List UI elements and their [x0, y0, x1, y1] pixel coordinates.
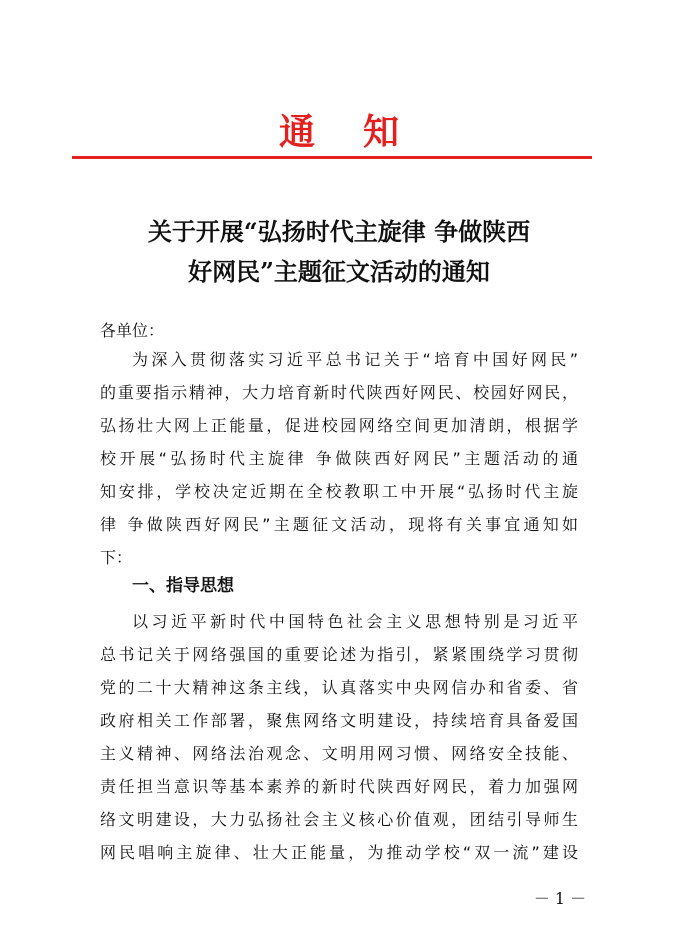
page-number: － 1 －	[533, 889, 587, 908]
paragraph-line: 为深入贯彻落实习近平总书记关于“培育中国好网民”	[132, 350, 578, 369]
salutation: 各单位：	[100, 321, 165, 340]
paragraph-line: 弘扬壮大网上正能量，促进校园网络空间更加清朗，根据学	[100, 416, 578, 435]
paragraph-1	[100, 343, 578, 574]
paragraph-line: 责任担当意识等基本素养的新时代陕西好网民，着力加强网	[100, 777, 578, 796]
paragraph-line: 以习近平新时代中国特色社会主义思想特别是习近平	[132, 612, 578, 631]
document-title-line-1: 关于开展“弘扬时代主旋律 争做陕西	[147, 217, 531, 246]
paragraph-line: 政府相关工作部署，聚焦网络文明建设，持续培育具备爱国	[100, 711, 578, 730]
paragraph-2	[100, 605, 578, 869]
paragraph-line: 络文明建设，大力弘扬社会主义核心价值观，团结引导师生	[100, 810, 578, 829]
notice-header-char-1: 通	[278, 111, 315, 153]
paragraph-line: 下：	[100, 548, 133, 567]
notice-header-char-2: 知	[363, 111, 400, 153]
paragraph-line: 校开展“弘扬时代主旋律 争做陕西好网民”主题活动的通	[100, 449, 578, 468]
paragraph-line: 主义精神、网络法治观念、文明用网习惯、网络安全技能、	[100, 744, 578, 763]
document-title	[0, 212, 678, 292]
paragraph-line: 律 争做陕西好网民”主题征文活动，现将有关事宜通知如	[100, 515, 578, 534]
paragraph-line: 知安排，学校决定近期在全校教职工中开展“弘扬时代主旋	[100, 482, 578, 501]
red-header-rule	[72, 156, 592, 159]
paragraph-line: 党的二十大精神这条主线，认真落实中央网信办和省委、省	[100, 678, 578, 697]
notice-header-title	[0, 108, 678, 156]
paragraph-line: 的重要指示精神，大力培育新时代陕西好网民、校园好网民，	[100, 383, 578, 402]
paragraph-line: 网民唱响主旋律、壮大正能量，为推动学校“双一流”建设	[100, 843, 578, 862]
document-title-line-2: 好网民”主题征文活动的通知	[188, 257, 490, 286]
section-heading-guiding-ideology: 一、指导思想	[132, 576, 234, 596]
paragraph-line: 总书记关于网络强国的重要论述为指引，紧紧围绕学习贯彻	[100, 645, 578, 664]
